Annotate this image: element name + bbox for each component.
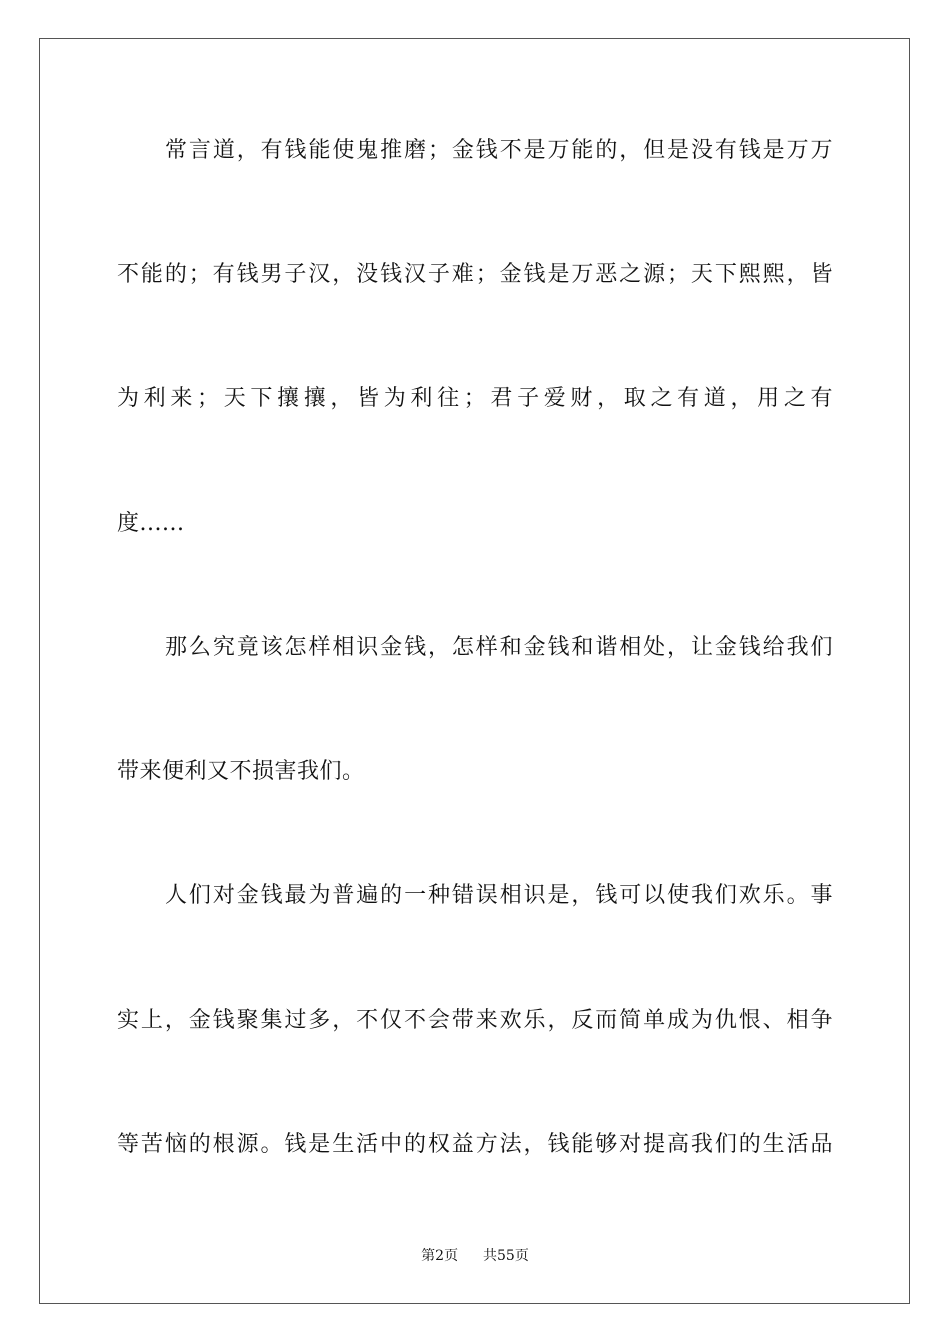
paragraph-1-line-1: 常言道，有钱能使鬼推磨；金钱不是万能的，但是没有钱是万万	[165, 138, 833, 163]
paragraph-2-line-1: 那么究竟该怎样相识金钱，怎样和金钱和谐相处，让金钱给我们	[165, 635, 833, 660]
paragraph-3-line-1: 人们对金钱最为普遍的一种错误相识是，钱可以使我们欢乐。事	[165, 883, 833, 908]
paragraph-2-line-2: 带来便利又不损害我们。	[117, 759, 365, 784]
paragraph-1-line-4: 度......	[117, 511, 185, 536]
paragraph-3-line-2: 实上，金钱聚集过多，不仅不会带来欢乐，反而简单成为仇恨、相争	[117, 1008, 833, 1033]
paragraph-1-line-3: 为利来；天下攘攘，皆为利往；君子爱财，取之有道，用之有	[117, 386, 833, 411]
paragraph-1-line-2: 不能的；有钱男子汉，没钱汉子难；金钱是万恶之源；天下熙熙，皆	[117, 262, 833, 287]
paragraph-3-line-3: 等苦恼的根源。钱是生活中的权益方法，钱能够对提高我们的生活品	[117, 1132, 833, 1157]
page-footer	[0, 1246, 950, 1266]
page-border	[39, 38, 910, 1304]
page-number: 第2页	[421, 1248, 459, 1264]
page-total: 共55页	[483, 1248, 529, 1264]
